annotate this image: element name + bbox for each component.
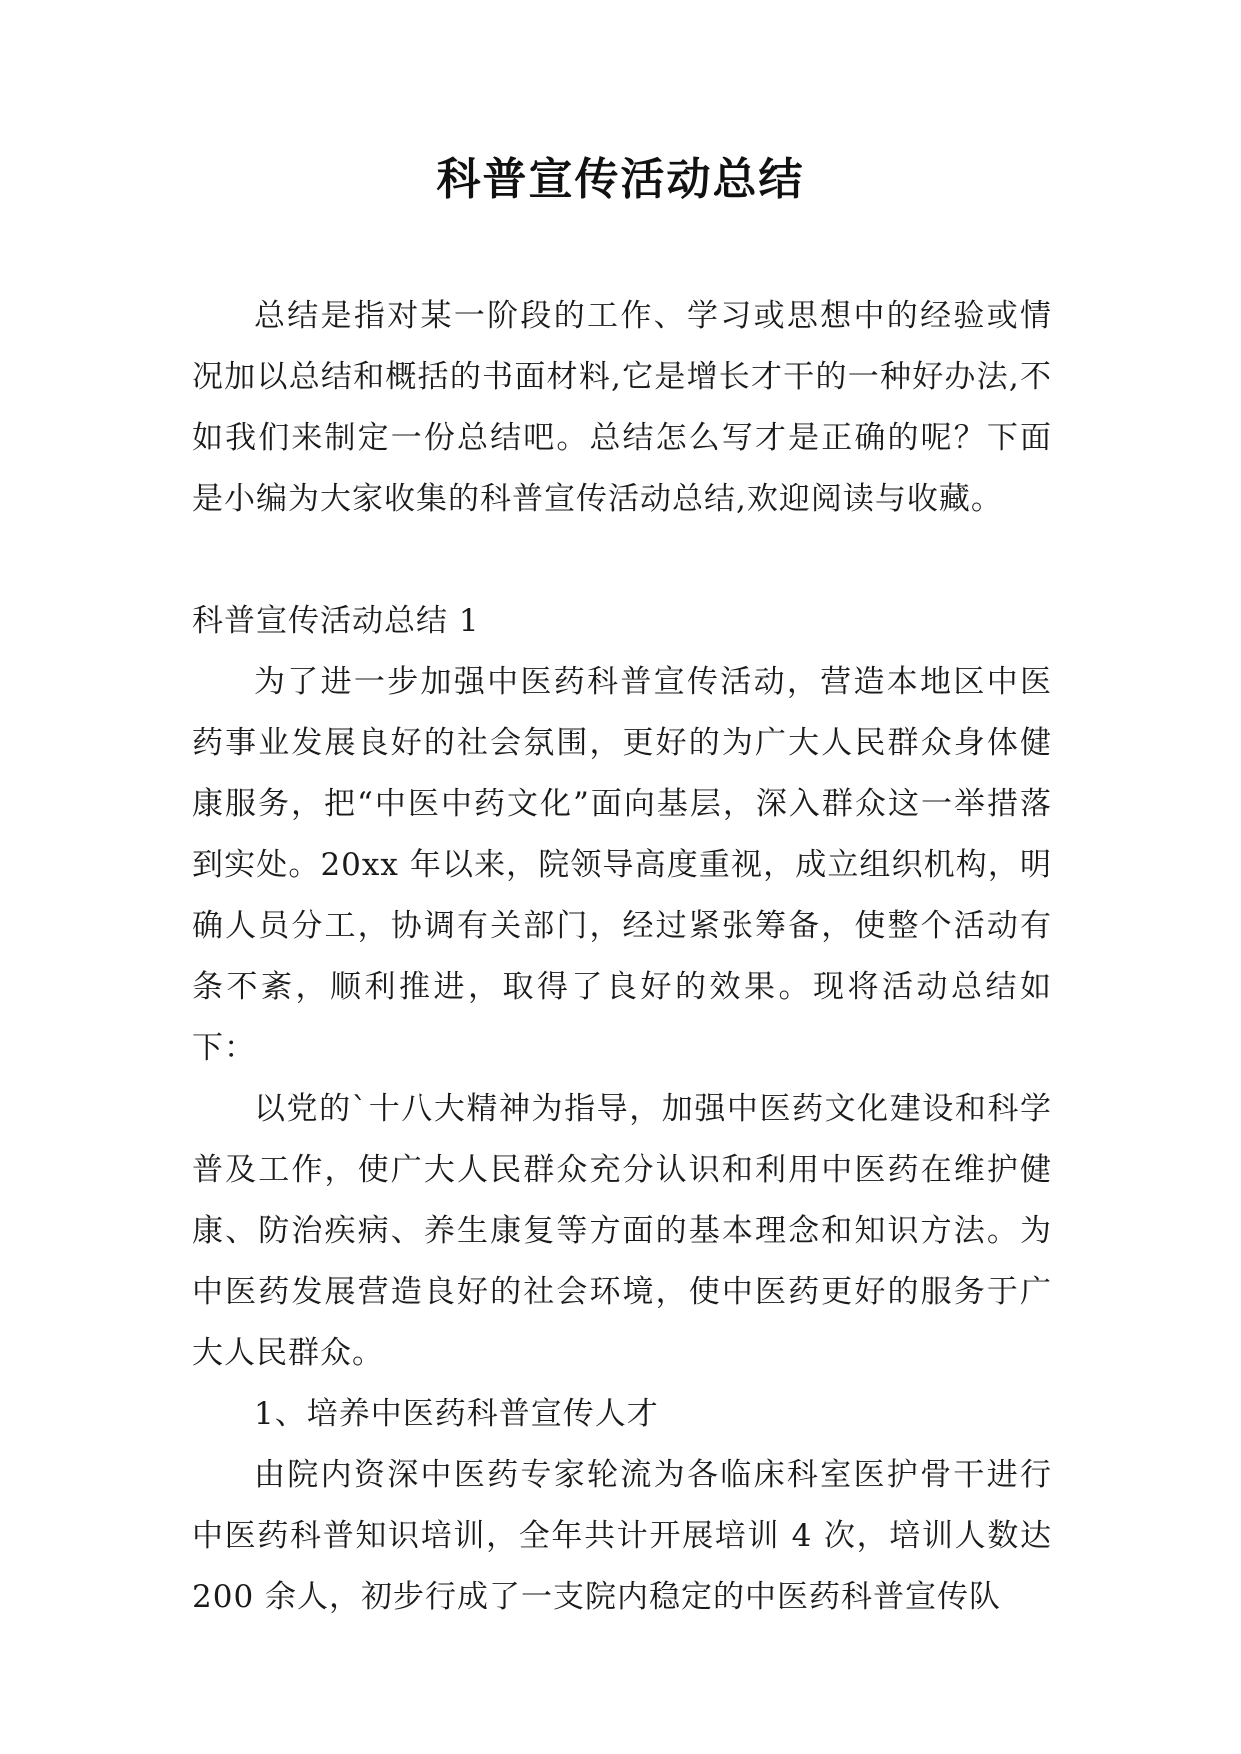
subheading-1: 1、培养中医药科普宣传人才 (254, 1396, 659, 1432)
intro-paragraph: 总结是指对某一阶段的工作、学习或思想中的经验或情况加以总结和概括的书面材料,它是增长才干的一种好办法,不如我们来制定一份总结吧。总结怎么写才是正确的呢？下面是小编为大家收集的科普宣传活动总结,欢迎阅读与收藏。 (192, 298, 1052, 517)
body-paragraph-3: 由院内资深中医药专家轮流为各临床科室医护骨干进行中医药科普知识培训，全年共计开展培训 4 次，培训人数达 200 余人，初步行成了一支院内稳定的中医药科普宣传队 (192, 1457, 1052, 1615)
document-title: 科普宣传活动总结 (436, 154, 805, 205)
document-body (192, 286, 1052, 1628)
body-paragraph-2: 以党的`十八大精神为指导，加强中医药文化建设和科学普及工作，使广大人民群众充分认识和利用中医药在维护健康、防治疾病、养生康复等方面的基本理念和知识方法。为中医药发展营造良好的社会环境，使中医药更好的服务于广大人民群众。 (192, 1091, 1052, 1371)
body-paragraph-1: 为了进一步加强中医药科普宣传活动，营造本地区中医药事业发展良好的社会氛围，更好的为广大人民群众身体健康服务，把“中医中药文化”面向基层，深入群众这一举措落到实处。20xx 年以来，院领导高度重视，成立组织机构，明确人员分工，协调有关部门，经过紧张筹备，使整个活动有条不紊，顺利推进，取得了良好的效果。现将活动总结如下： (192, 664, 1052, 1066)
section-heading: 科普宣传活动总结 1 (192, 603, 480, 639)
